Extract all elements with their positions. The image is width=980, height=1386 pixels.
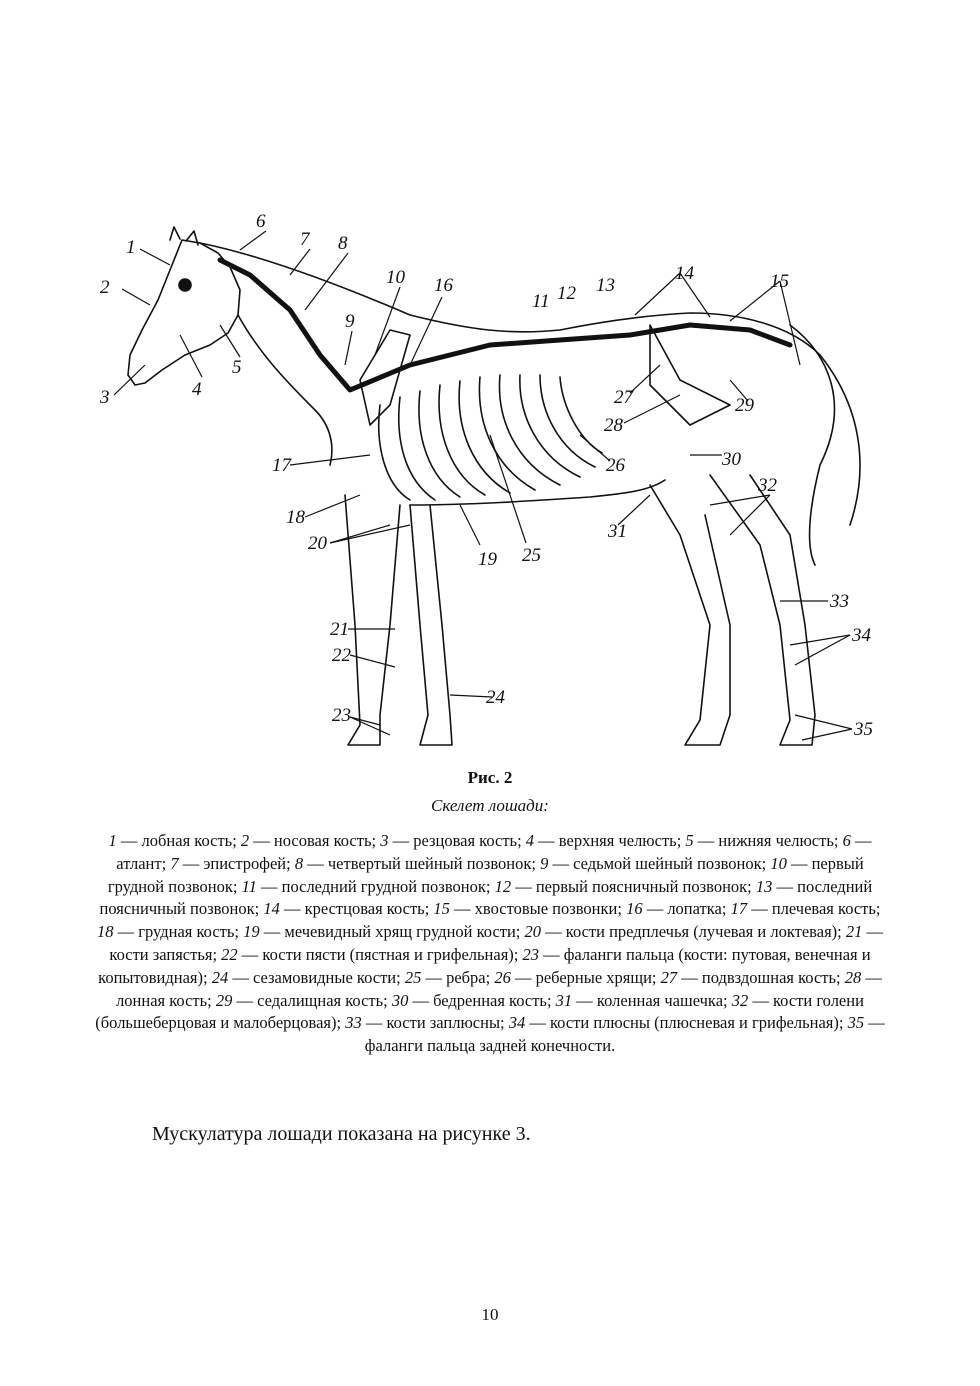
callout-labels xyxy=(99,211,873,740)
callout-19: 19 xyxy=(478,549,497,570)
legend-entry-13: 13 — последний поясничный позвонок; xyxy=(99,876,873,919)
callout-17: 17 xyxy=(272,455,291,476)
legend-entry-16: 16 — лопатка; xyxy=(626,899,731,919)
callout-14: 14 xyxy=(675,263,694,284)
callout-3: 3 xyxy=(100,387,110,408)
legend-entry-1: 1 — лобная кость; xyxy=(108,831,241,850)
callout-10: 10 xyxy=(386,267,405,288)
callout-35: 35 xyxy=(854,719,873,740)
legend-entry-20: 20 — кости предплечья (лучевая и локтевая); xyxy=(524,922,846,942)
callout-4: 4 xyxy=(192,379,202,400)
legend-entry-31: 31 — коленная чашечка; xyxy=(555,990,732,1010)
callout-24: 24 xyxy=(486,687,505,708)
callout-leaders xyxy=(114,231,852,740)
callout-23: 23 xyxy=(332,705,351,726)
callout-33: 33 xyxy=(830,591,849,612)
horse-skeleton-drawing xyxy=(90,205,890,770)
legend-entry-5: 5 — нижняя челюсть; xyxy=(685,831,843,850)
callout-11: 11 xyxy=(532,291,550,312)
callout-32: 32 xyxy=(758,475,777,496)
callout-31: 31 xyxy=(608,521,627,542)
legend-entry-9: 9 — седьмой шейный позвонок; xyxy=(540,853,771,873)
figure-caption-title: Рис. 2 xyxy=(467,768,513,787)
legend-entry-11: 11 — последний грудной позвонок; xyxy=(241,876,495,896)
legend-entry-30: 30 — бедренная кость; xyxy=(391,990,556,1010)
callout-22: 22 xyxy=(332,645,351,666)
legend-entry-28: 28 — лонная кость; xyxy=(116,967,882,1010)
legend-entry-23: 23 — фаланги пальца (кости: путовая, венечная и копытовидная); xyxy=(98,944,871,987)
legend-entry-15: 15 — хвостовые позвонки; xyxy=(433,899,627,919)
legend-entry-25: 25 — ребра; xyxy=(404,967,495,987)
callout-21: 21 xyxy=(330,619,349,640)
legend-entry-4: 4 — верхняя челюсть; xyxy=(525,831,686,850)
legend-entry-18: 18 — грудная кость; xyxy=(96,922,244,942)
callout-26: 26 xyxy=(606,455,625,476)
callout-12: 12 xyxy=(557,283,576,304)
callout-20: 20 xyxy=(308,533,327,554)
callout-8: 8 xyxy=(338,233,348,254)
callout-27: 27 xyxy=(614,387,633,408)
horse-skeleton-figure xyxy=(90,205,890,770)
callout-15: 15 xyxy=(770,271,789,292)
callout-7: 7 xyxy=(300,229,310,250)
callout-18: 18 xyxy=(286,507,305,528)
callout-25: 25 xyxy=(522,545,541,566)
callout-29: 29 xyxy=(735,395,754,416)
legend-entry-35: 35 — фаланги пальца задней конечности. xyxy=(364,1013,885,1056)
legend-entry-24: 24 — сезамовидные кости; xyxy=(211,967,405,987)
legend-entry-17: 17 — плечевая кость; xyxy=(730,899,881,919)
legend-entry-21: 21 — кости запястья; xyxy=(109,922,883,964)
legend-entry-33: 33 — кости заплюсны; xyxy=(345,1013,509,1033)
legend-entry-22: 22 — кости пясти (пястная и грифельная); xyxy=(221,944,523,964)
legend-entry-8: 8 — четвертый шейный позвонок; xyxy=(294,853,541,873)
callout-28: 28 xyxy=(604,415,623,436)
legend-entry-27: 27 — подвздошная кость; xyxy=(660,967,845,987)
legend-entry-2: 2 — носовая кость; xyxy=(240,831,381,850)
callout-5: 5 xyxy=(232,357,242,378)
page-number: 10 xyxy=(481,1305,499,1324)
legend-entry-7: 7 — эпистрофей; xyxy=(170,853,295,873)
callout-16: 16 xyxy=(434,275,453,296)
callout-30: 30 xyxy=(722,449,741,470)
body-paragraph: Мускулатура лошади показана на рисунке 3. xyxy=(152,1123,531,1145)
figure-legend xyxy=(92,830,888,1058)
callout-13: 13 xyxy=(596,275,615,296)
legend-entry-14: 14 — крестцовая кость; xyxy=(263,899,434,919)
legend-entry-10: 10 — первый грудной позвонок; xyxy=(107,853,864,896)
legend-entry-32: 32 — кости голени (большеберцовая и малоберцовая); xyxy=(95,990,864,1033)
legend-entry-19: 19 — мечевидный хрящ грудной кости; xyxy=(243,922,525,942)
legend-entry-29: 29 — седалищная кость; xyxy=(215,990,392,1010)
legend-entry-26: 26 — реберные хрящи; xyxy=(494,967,661,987)
figure-caption-subtitle: Скелет лошади: xyxy=(431,796,549,815)
legend-entry-3: 3 — резцовая кость; xyxy=(380,831,526,850)
callout-1: 1 xyxy=(126,237,136,258)
legend-entry-12: 12 — первый поясничный позвонок; xyxy=(494,876,756,896)
callout-2: 2 xyxy=(100,277,110,298)
callout-9: 9 xyxy=(345,311,355,332)
callout-34: 34 xyxy=(852,625,871,646)
callout-6: 6 xyxy=(256,211,266,232)
legend-entry-6: 6 — атлант; xyxy=(116,831,872,873)
legend-entry-34: 34 — кости плюсны (плюсневая и грифельная); xyxy=(508,1013,848,1033)
